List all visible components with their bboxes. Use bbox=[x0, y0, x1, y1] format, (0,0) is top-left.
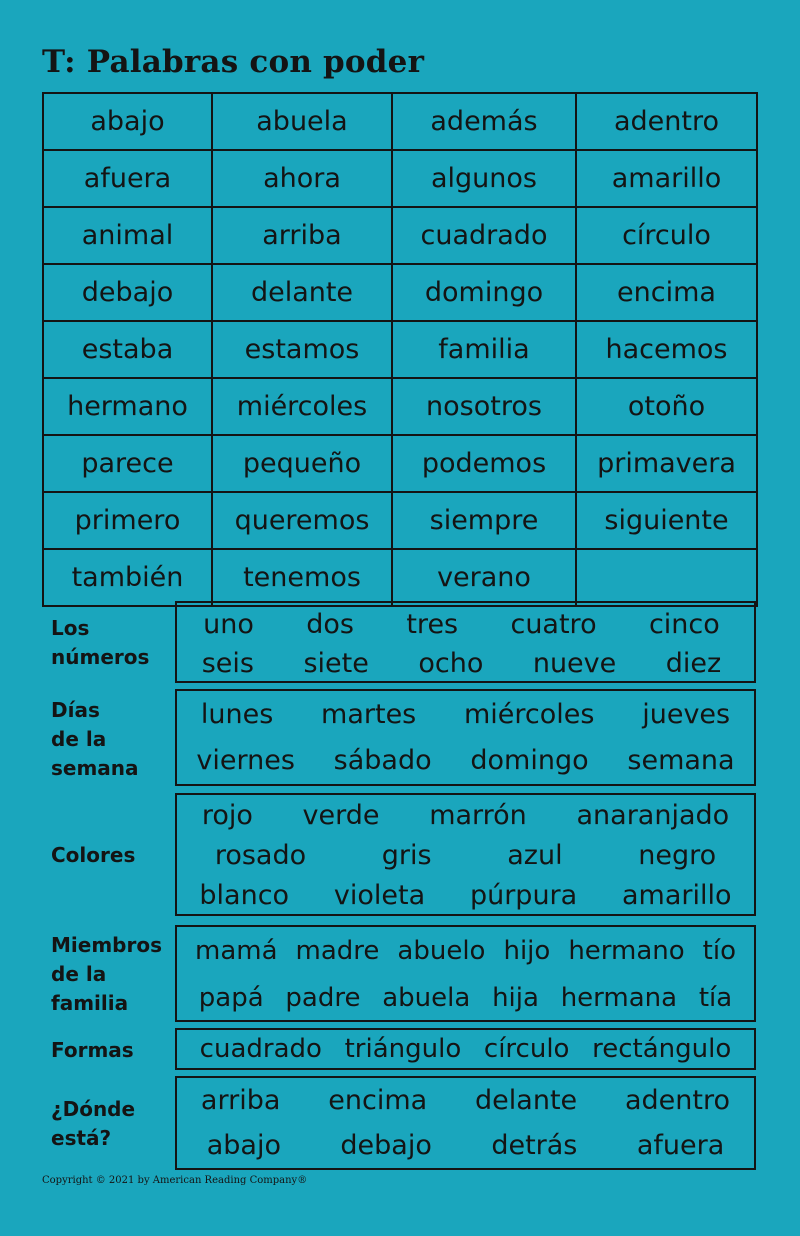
section-label-colores bbox=[51, 841, 135, 870]
word: miércoles bbox=[464, 698, 595, 730]
word: rojo bbox=[201, 799, 253, 831]
word-cell: nosotros bbox=[392, 378, 576, 435]
word: jueves bbox=[642, 698, 731, 730]
word: verde bbox=[302, 799, 380, 831]
section-label-formas bbox=[51, 1036, 134, 1065]
word: cinco bbox=[648, 609, 720, 640]
word: cuatro bbox=[510, 609, 597, 640]
word-cell: tenemos bbox=[212, 549, 392, 606]
word-cell: círculo bbox=[576, 207, 757, 264]
donde-box bbox=[175, 1076, 756, 1170]
word: tres bbox=[406, 609, 459, 640]
word-row bbox=[177, 795, 754, 835]
word-row bbox=[177, 605, 754, 644]
word: rectángulo bbox=[592, 1034, 732, 1064]
word-cell bbox=[576, 549, 757, 606]
word: tío bbox=[702, 935, 736, 966]
section-label-familia bbox=[51, 931, 162, 1018]
word-cell: parece bbox=[43, 435, 212, 492]
label-line: números bbox=[51, 645, 150, 669]
word: hijo bbox=[503, 935, 551, 966]
word-row bbox=[177, 835, 754, 875]
label-line: Colores bbox=[51, 843, 136, 867]
word-cell: cuadrado bbox=[392, 207, 576, 264]
formas-box bbox=[175, 1028, 756, 1070]
word-row bbox=[177, 927, 754, 974]
word: madre bbox=[295, 935, 380, 966]
word: diez bbox=[665, 648, 722, 679]
word: abuela bbox=[382, 982, 471, 1013]
word: detrás bbox=[491, 1130, 578, 1161]
word-cell: siempre bbox=[392, 492, 576, 549]
word-cell: estaba bbox=[43, 321, 212, 378]
word-cell: arriba bbox=[212, 207, 392, 264]
table-row bbox=[43, 549, 757, 606]
word: anaranjado bbox=[576, 799, 730, 831]
word-cell: primavera bbox=[576, 435, 757, 492]
word: semana bbox=[627, 744, 735, 776]
table-row bbox=[43, 435, 757, 492]
label-line: está? bbox=[51, 1126, 112, 1150]
word: lunes bbox=[200, 698, 274, 730]
section-label-donde bbox=[51, 1095, 135, 1153]
word: domingo bbox=[470, 744, 589, 776]
word-cell: abuela bbox=[212, 93, 392, 150]
word: encima bbox=[328, 1085, 428, 1116]
table-row bbox=[43, 492, 757, 549]
word-cell: hermano bbox=[43, 378, 212, 435]
word-cell: primero bbox=[43, 492, 212, 549]
word: adentro bbox=[625, 1085, 731, 1116]
word-row bbox=[177, 1030, 754, 1068]
word-cell: queremos bbox=[212, 492, 392, 549]
word: ocho bbox=[418, 648, 484, 679]
label-line: semana bbox=[51, 756, 139, 780]
word-row bbox=[177, 1123, 754, 1168]
word: sábado bbox=[333, 744, 432, 776]
table-row bbox=[43, 264, 757, 321]
power-words-table bbox=[42, 92, 758, 607]
page-title: T: Palabras con poder bbox=[42, 44, 425, 80]
table-row bbox=[43, 378, 757, 435]
table-row bbox=[43, 150, 757, 207]
copyright-notice: Copyright © 2021 by American Reading Company® bbox=[42, 1175, 308, 1186]
word-cell: hacemos bbox=[576, 321, 757, 378]
word-cell: familia bbox=[392, 321, 576, 378]
label-line: Miembros bbox=[51, 933, 162, 957]
label-line: ¿Dónde bbox=[51, 1097, 136, 1121]
word: abajo bbox=[206, 1130, 281, 1161]
word: amarillo bbox=[622, 879, 732, 911]
table-row bbox=[43, 93, 757, 150]
word: tía bbox=[698, 982, 733, 1013]
word: martes bbox=[321, 698, 417, 730]
word: azul bbox=[507, 839, 563, 871]
word-cell: delante bbox=[212, 264, 392, 321]
word-cell: adentro bbox=[576, 93, 757, 150]
word-cell: ahora bbox=[212, 150, 392, 207]
word: mamá bbox=[195, 935, 278, 966]
table-row bbox=[43, 207, 757, 264]
word-cell: afuera bbox=[43, 150, 212, 207]
word-cell: otoño bbox=[576, 378, 757, 435]
word-row bbox=[177, 644, 754, 683]
numeros-box bbox=[175, 601, 756, 683]
word-cell: abajo bbox=[43, 93, 212, 150]
word: papá bbox=[198, 982, 264, 1013]
word-cell: pequeño bbox=[212, 435, 392, 492]
word-cell: algunos bbox=[392, 150, 576, 207]
word: delante bbox=[475, 1085, 578, 1116]
familia-box bbox=[175, 925, 756, 1022]
word-row bbox=[177, 691, 754, 737]
table-row bbox=[43, 321, 757, 378]
word-cell: debajo bbox=[43, 264, 212, 321]
word: violeta bbox=[333, 879, 426, 911]
word-cell: podemos bbox=[392, 435, 576, 492]
word: hermano bbox=[568, 935, 685, 966]
word-cell: estamos bbox=[212, 321, 392, 378]
word-cell: encima bbox=[576, 264, 757, 321]
word: viernes bbox=[196, 744, 295, 776]
word: negro bbox=[638, 839, 717, 871]
word: blanco bbox=[199, 879, 290, 911]
label-line: familia bbox=[51, 991, 129, 1015]
section-label-numeros bbox=[51, 614, 149, 672]
word: siete bbox=[303, 648, 369, 679]
label-line: Días bbox=[51, 698, 100, 722]
word: círculo bbox=[483, 1034, 570, 1064]
word: marrón bbox=[429, 799, 527, 831]
word: uno bbox=[203, 609, 254, 640]
word-cell: animal bbox=[43, 207, 212, 264]
section-label-dias bbox=[51, 696, 139, 783]
word: debajo bbox=[340, 1130, 432, 1161]
word-row bbox=[177, 1078, 754, 1123]
word: abuelo bbox=[397, 935, 486, 966]
word-cell: miércoles bbox=[212, 378, 392, 435]
word: púrpura bbox=[469, 879, 578, 911]
word-cell: amarillo bbox=[576, 150, 757, 207]
label-line: Los bbox=[51, 616, 90, 640]
word-cell: además bbox=[392, 93, 576, 150]
word: nueve bbox=[532, 648, 617, 679]
word: hija bbox=[492, 982, 539, 1013]
word-cell: siguiente bbox=[576, 492, 757, 549]
word-row bbox=[177, 974, 754, 1021]
word: triángulo bbox=[344, 1034, 462, 1064]
label-line: de la bbox=[51, 727, 107, 751]
dias-box bbox=[175, 689, 756, 786]
label-line: Formas bbox=[51, 1038, 134, 1062]
word: seis bbox=[201, 648, 254, 679]
word: afuera bbox=[636, 1130, 725, 1161]
label-line: de la bbox=[51, 962, 107, 986]
word-cell: verano bbox=[392, 549, 576, 606]
word: cuadrado bbox=[199, 1034, 322, 1064]
word-row bbox=[177, 875, 754, 915]
word: padre bbox=[285, 982, 361, 1013]
word: arriba bbox=[200, 1085, 281, 1116]
word: gris bbox=[381, 839, 432, 871]
colores-box bbox=[175, 793, 756, 916]
word: rosado bbox=[214, 839, 307, 871]
word-cell: domingo bbox=[392, 264, 576, 321]
word-cell: también bbox=[43, 549, 212, 606]
word: dos bbox=[306, 609, 354, 640]
word-row bbox=[177, 737, 754, 783]
word: hermana bbox=[560, 982, 678, 1013]
